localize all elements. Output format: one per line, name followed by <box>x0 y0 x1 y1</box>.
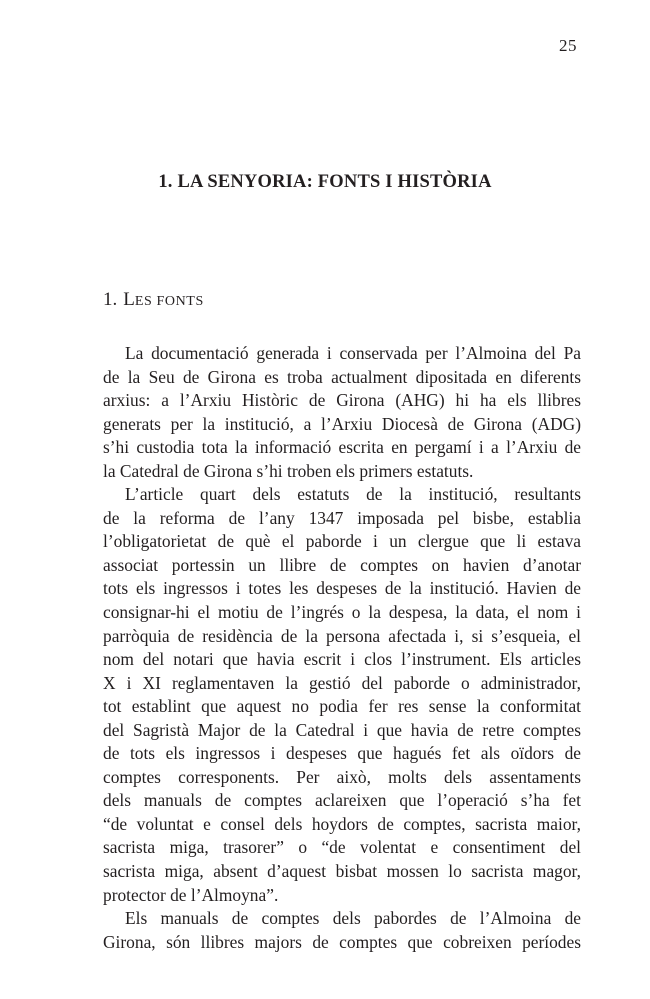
text-line: del Sagristà Major de la Catedral i que havia de retre comptes <box>103 719 581 740</box>
section-heading <box>103 289 204 311</box>
text-line: de la reforma de l’any 1347 imposada pel bisbe, establia <box>103 507 581 528</box>
text-line: L’article quart dels estatuts de la institució, resultants <box>125 484 581 505</box>
page-number: 25 <box>559 36 577 55</box>
text-line: dels manuals de comptes aclareixen que l’operació s’ha fet <box>103 790 581 811</box>
text-line: arxius: a l’Arxiu Històric de Girona (AHG) hi ha els llibres <box>103 390 581 411</box>
text-line: tots els ingressos i totes les despeses de la institució. Havien de <box>103 578 581 599</box>
chapter-title: 1. LA SENYORIA: FONTS I HISTÒRIA <box>158 172 492 192</box>
text-line: associat portessin un llibre de comptes on havien d’anotar <box>103 554 581 575</box>
text-line: “de voluntat e consel dels hoydors de comptes, sacrista maior, <box>103 813 581 834</box>
text-line: de tots els ingressos i despeses que hagués fet als oïdors de <box>103 743 581 764</box>
text-line: Els manuals de comptes dels pabordes de l’Almoina de <box>125 908 581 929</box>
text-line: sacrista miga, trasorer” o “de volentat e consentiment del <box>103 837 581 858</box>
text-line: consignar-hi el motiu de l’ingrés o la despesa, la data, el nom i <box>103 602 581 623</box>
text-line: nom del notari que havia escrit i clos l’instrument. Els articles <box>103 649 581 670</box>
text-line: sacrista miga, absent d’aquest bisbat mossen lo sacrista magor, <box>103 861 581 882</box>
text-line: generats per la institució, a l’Arxiu Diocesà de Girona (ADG) <box>103 413 581 434</box>
text-line: protector de l’Almoyna”. <box>103 884 279 905</box>
text-line: tot establint que aquest no podia fer res sense la conformitat <box>103 696 581 717</box>
section-title-rest: ES FONTS <box>134 294 204 309</box>
text-line: X i XI reglamentaven la gestió del paborde o administrador, <box>103 672 581 693</box>
body-text <box>103 342 581 954</box>
paragraph-3 <box>103 907 581 954</box>
section-number: 1. <box>103 289 118 310</box>
text-line: la Catedral de Girona s’hi troben els primers estatuts. <box>103 460 474 481</box>
paragraph-1 <box>103 342 581 483</box>
text-line: La documentació generada i conservada per l’Almoina del Pa <box>125 343 581 363</box>
section-title-initial: L <box>123 289 135 310</box>
text-line: parròquia de residència de la persona afectada i, si s’esqueia, el <box>103 625 581 646</box>
text-line: l’obligatorietat de què el paborde i un clergue que li estava <box>103 531 581 552</box>
paragraph-2 <box>103 483 581 907</box>
text-line: s’hi custodia tota la informació escrita en pergamí i a l’Arxiu de <box>103 437 581 458</box>
text-line: Girona, són llibres majors de comptes que cobreixen períodes <box>103 931 581 952</box>
text-line: de la Seu de Girona es troba actualment dipositada en diferents <box>103 366 581 387</box>
text-line: comptes corresponents. Per això, molts dels assentaments <box>103 766 581 787</box>
